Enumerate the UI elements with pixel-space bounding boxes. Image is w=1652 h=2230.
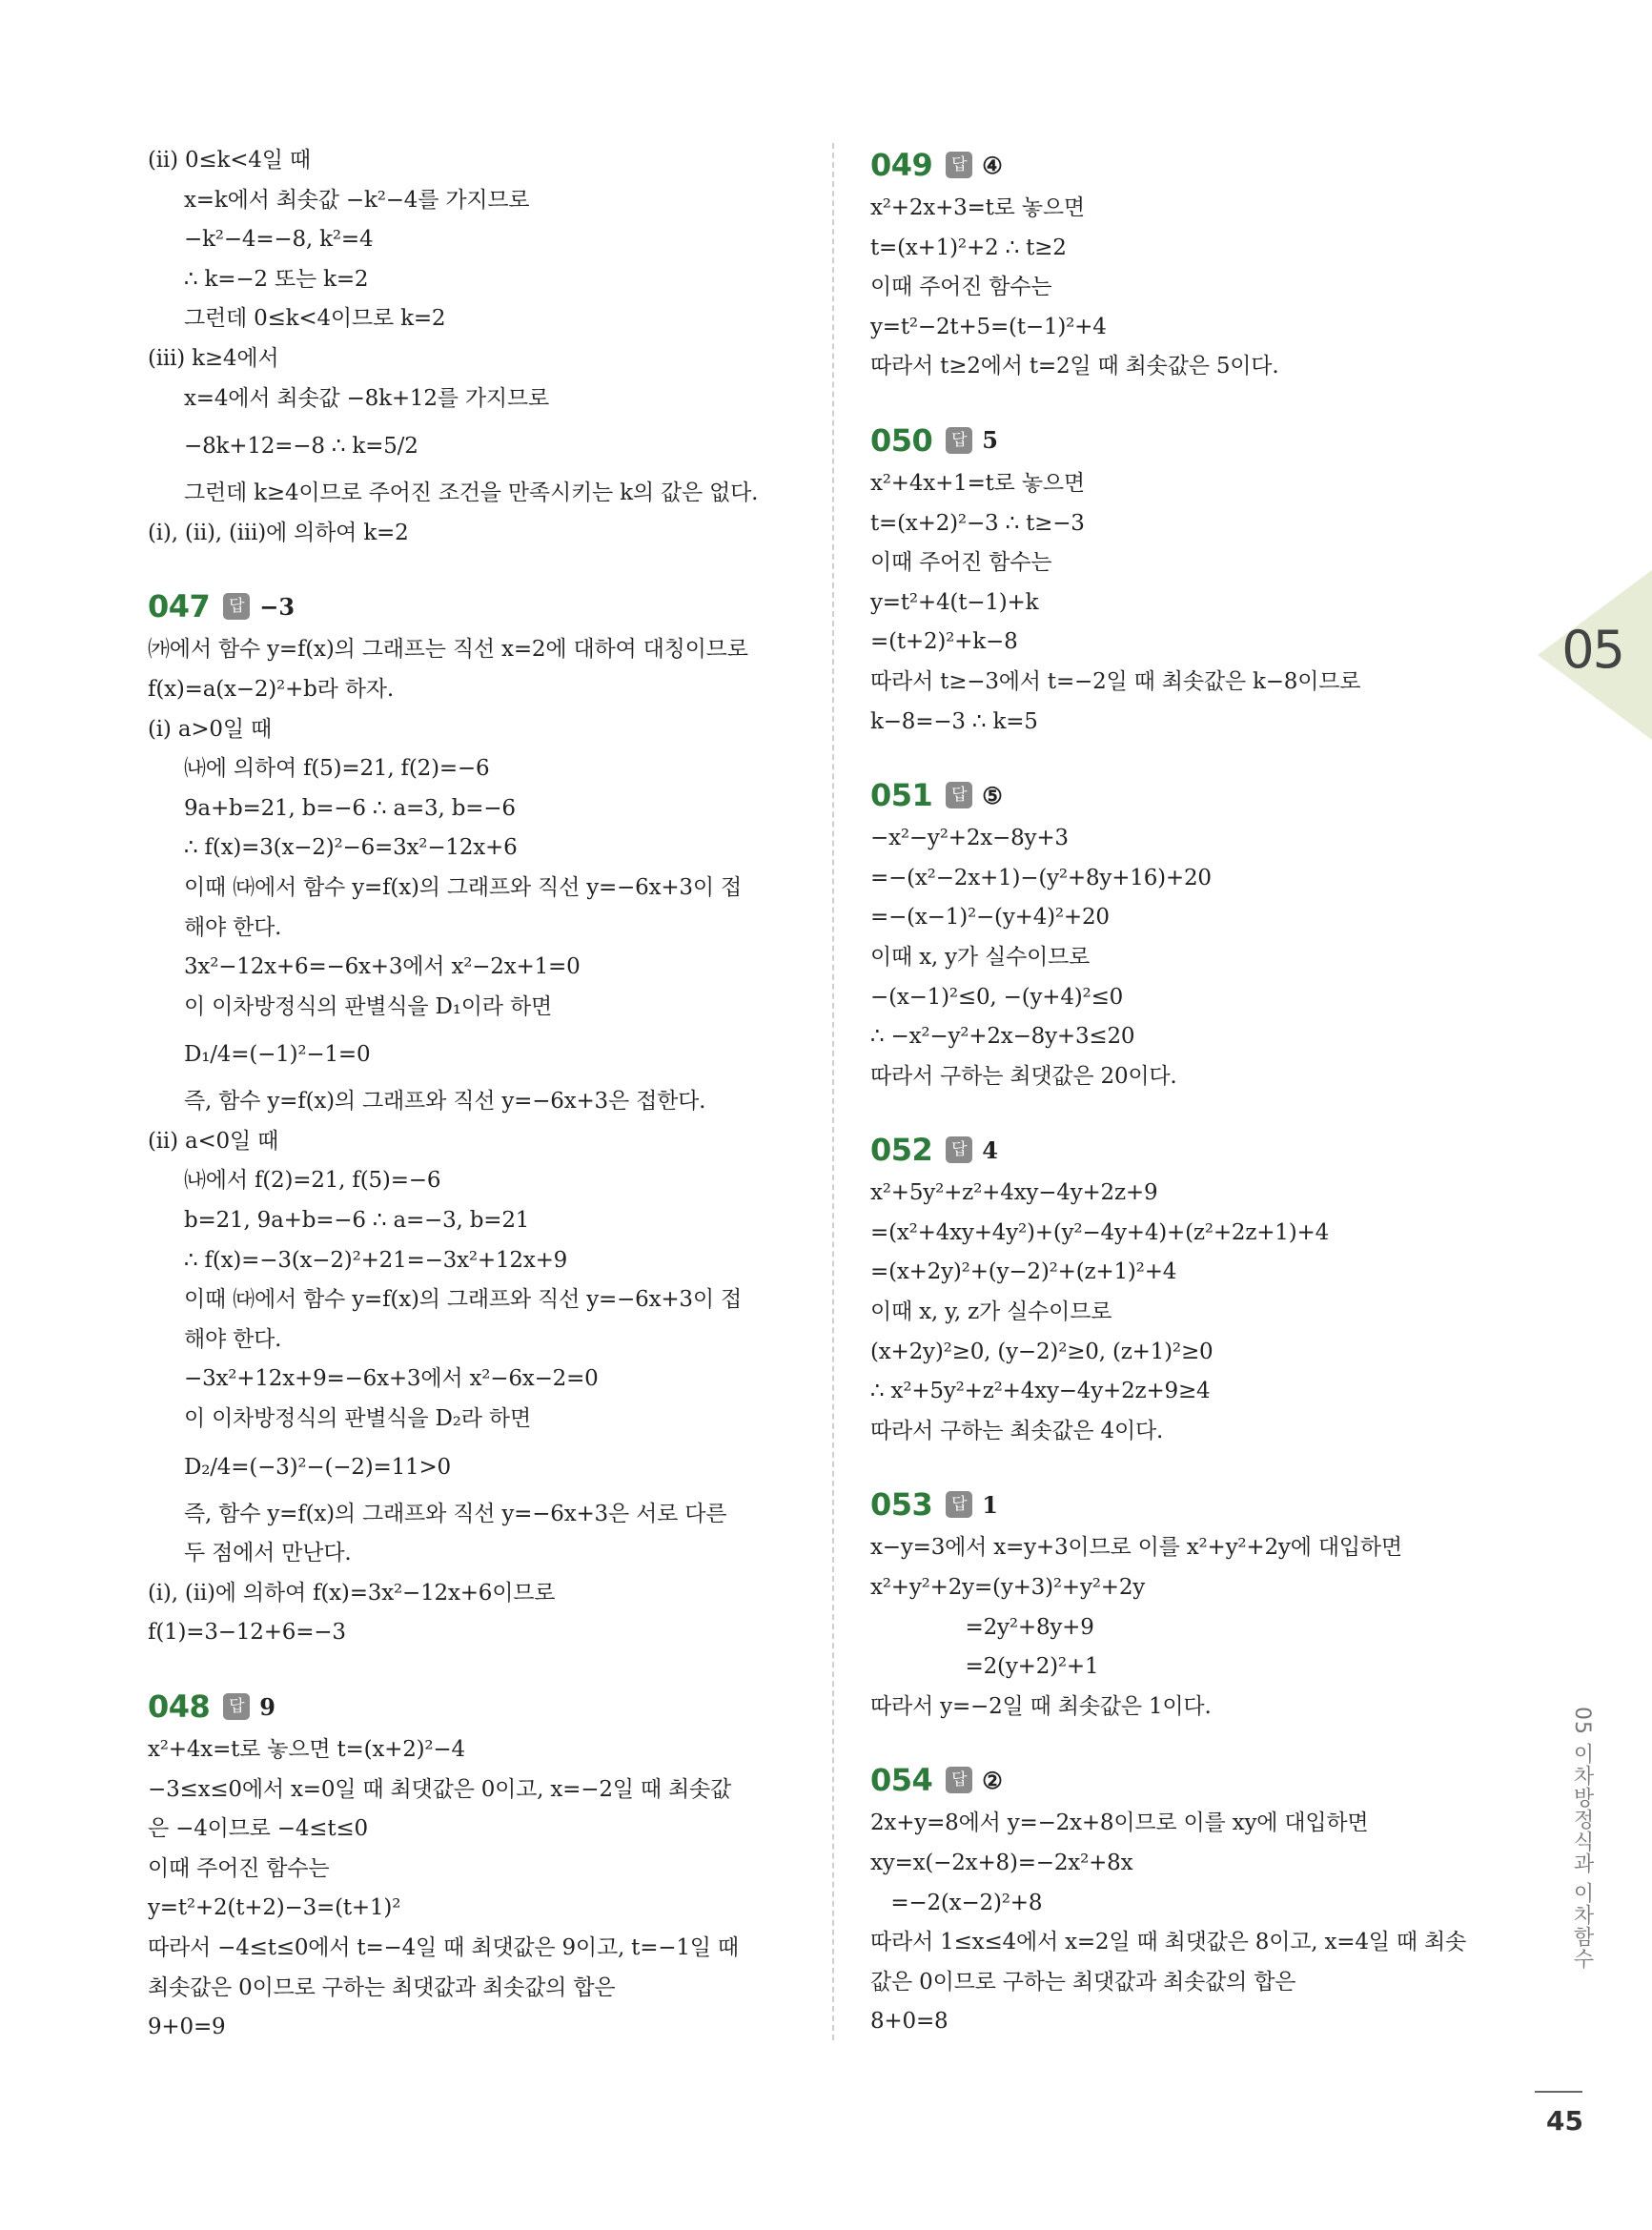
problem-number: 047 (148, 588, 211, 625)
answer-value: 1 (982, 1490, 998, 1519)
text-line: −3≤x≤0에서 x=0일 때 최댓값은 0이고, x=−2일 때 최솟값 (148, 1776, 732, 1802)
text-line: f(1)=3−12+6=−3 (148, 1620, 346, 1646)
text-line: 이때 x, y, z가 실수이므로 (870, 1299, 1112, 1325)
text-line: k−8=−3 ∴ k=5 (870, 708, 1038, 734)
answer-value: ② (982, 1766, 1003, 1794)
text-line: 이때 주어진 함수는 (870, 550, 1052, 576)
problem-header-047 (148, 583, 806, 630)
text-line: t=(x+2)²−3 ∴ t≥−3 (870, 510, 1085, 536)
text-line: 8+0=8 (870, 2009, 948, 2035)
page-number: 45 (1546, 2105, 1583, 2137)
text-line: 이때 ㈐에서 함수 y=f(x)의 그래프와 직선 y=−6x+3이 접 (184, 874, 742, 900)
text-line: (iii) k≥4에서 (148, 345, 279, 371)
problem-number: 048 (148, 1688, 211, 1725)
text-line: 따라서 y=−2일 때 최솟값은 1이다. (870, 1693, 1212, 1719)
text-line: −k²−4=−8, k²=4 (184, 227, 374, 253)
text-line: x=k에서 최솟값 −k²−4를 가지므로 (184, 187, 530, 213)
text-line: (ii) a<0일 때 (148, 1128, 279, 1154)
text-line: −8k+12=−8 ∴ k=5/2 (184, 434, 418, 460)
text-line: (i), (ii)에 의하여 f(x)=3x²−12x+6이므로 (148, 1580, 556, 1606)
text-line: (i) a>0일 때 (148, 716, 272, 742)
answer-value: 9 (259, 1692, 275, 1721)
text-line: 2x+y=8에서 y=−2x+8이므로 이를 xy에 대입하면 (870, 1811, 1369, 1836)
text-line: 따라서 1≤x≤4에서 x=2일 때 최댓값은 8이고, x=4일 때 최솟 (870, 1930, 1467, 1955)
text-line: 이때 주어진 함수는 (148, 1855, 330, 1881)
text-line: b=21, 9a+b=−6 ∴ a=−3, b=21 (184, 1208, 530, 1234)
text-line: (i), (ii), (iii)에 의하여 k=2 (148, 520, 409, 545)
problem-header-053 (870, 1481, 1461, 1528)
text-line: 따라서 t≥2에서 t=2일 때 최솟값은 5이다. (870, 354, 1279, 379)
answer-tag: 답 (946, 1491, 972, 1518)
right-column (870, 141, 1467, 2042)
text-line: f(x)=a(x−2)²+b라 하자. (148, 676, 394, 702)
problem-header-049 (870, 141, 1461, 189)
text-line: =2y²+8y+9 (870, 1614, 1094, 1640)
problem-header-054 (870, 1756, 1461, 1804)
chapter-title: 05 이차방정식과 이차함수 (1570, 1707, 1594, 1970)
chapter-number: 05 (1561, 620, 1623, 680)
text-line: x²+4x=t로 놓으면 t=(x+2)²−4 (148, 1737, 465, 1762)
text-line: −(x−1)²≤0, −(y+4)²≤0 (870, 984, 1124, 1010)
page-rule (1535, 2091, 1582, 2093)
text-line: 9+0=9 (148, 2015, 226, 2040)
answer-value: 4 (982, 1135, 998, 1164)
text-line: x²+5y²+z²+4xy−4y+2z+9 (870, 1180, 1158, 1206)
text-line: =(x²+4xy+4y²)+(y²−4y+4)+(z²+2z+1)+4 (870, 1219, 1330, 1245)
text-line: x²+2x+3=t로 놓으면 (870, 195, 1085, 220)
answer-value: 5 (982, 426, 998, 455)
text-line: 이때 주어진 함수는 (870, 275, 1052, 300)
text-line: 값은 0이므로 구하는 최댓값과 최솟값의 합은 (870, 1969, 1296, 1995)
problem-number: 053 (870, 1486, 933, 1524)
answer-tag: 답 (946, 1136, 972, 1163)
text-line: ㈎에서 함수 y=f(x)의 그래프는 직선 x=2에 대하여 대칭이므로 (148, 637, 748, 663)
text-line: =−(x−1)²−(y+4)²+20 (870, 905, 1110, 931)
text-line: (x+2y)²≥0, (y−2)²≥0, (z+1)²≥0 (870, 1339, 1214, 1364)
answer-value: −3 (259, 592, 296, 621)
text-line: y=t²−2t+5=(t−1)²+4 (870, 314, 1107, 339)
text-line: y=t²+2(t+2)−3=(t+1)² (148, 1895, 401, 1921)
text-line: ∴ k=−2 또는 k=2 (184, 266, 369, 292)
text-line: 즉, 함수 y=f(x)의 그래프와 직선 y=−6x+3은 접한다. (184, 1089, 706, 1115)
answer-value: ⑤ (982, 781, 1003, 809)
text-line: D₂/4=(−3)²−(−2)=11>0 (184, 1454, 451, 1480)
text-line: 두 점에서 만난다. (184, 1541, 352, 1566)
text-line: =(x+2y)²+(y−2)²+(z+1)²+4 (870, 1259, 1177, 1285)
text-line: 즉, 함수 y=f(x)의 그래프와 직선 y=−6x+3은 서로 다른 (184, 1501, 727, 1526)
text-line: ∴ −x²−y²+2x−8y+3≤20 (870, 1024, 1135, 1050)
answer-tag: 답 (946, 152, 972, 178)
text-line: =2(y+2)²+1 (870, 1654, 1099, 1680)
problem-header-050 (870, 417, 1461, 464)
text-line: y=t²+4(t−1)+k (870, 589, 1039, 615)
problem-number: 054 (870, 1762, 933, 1799)
text-line: x²+y²+2y=(y+3)²+y²+2y (870, 1575, 1146, 1601)
text-line: 따라서 구하는 최댓값은 20이다. (870, 1063, 1177, 1089)
text-line: 따라서 −4≤t≤0에서 t=−4일 때 최댓값은 9이고, t=−1일 때 (148, 1934, 739, 1960)
answer-tag: 답 (946, 782, 972, 808)
text-line: D₁/4=(−1)²−1=0 (184, 1042, 371, 1068)
left-column (148, 141, 806, 2048)
text-line: 3x²−12x+6=−6x+3에서 x²−2x+1=0 (184, 954, 581, 980)
text-line: ∴ f(x)=3(x−2)²−6=3x²−12x+6 (184, 835, 518, 861)
answer-tag: 답 (946, 1767, 972, 1793)
text-line: 이때 ㈐에서 함수 y=f(x)의 그래프와 직선 y=−6x+3이 접 (184, 1287, 742, 1313)
text-line: =(t+2)²+k−8 (870, 629, 1018, 655)
answer-tag: 답 (946, 427, 972, 454)
text-line: 해야 한다. (184, 914, 282, 940)
text-line: x−y=3에서 x=y+3이므로 이를 x²+y²+2y에 대입하면 (870, 1535, 1402, 1561)
text-line: 해야 한다. (184, 1326, 282, 1352)
text-line: 따라서 구하는 최솟값은 4이다. (870, 1418, 1164, 1443)
problem-number: 049 (870, 147, 933, 183)
text-line: t=(x+1)²+2 ∴ t≥2 (870, 235, 1067, 260)
text-line: 그런데 k≥4이므로 주어진 조건을 만족시키는 k의 값은 없다. (184, 481, 759, 506)
text-line: ∴ x²+5y²+z²+4xy−4y+2z+9≥4 (870, 1379, 1211, 1404)
text-line: x²+4x+1=t로 놓으면 (870, 470, 1085, 496)
text-line: ∴ f(x)=−3(x−2)²+21=−3x²+12x+9 (184, 1247, 568, 1273)
text-line: 이때 x, y가 실수이므로 (870, 944, 1091, 970)
text-line: 따라서 t≥−3에서 t=−2일 때 최솟값은 k−8이므로 (870, 668, 1361, 694)
text-line: 이 이차방정식의 판별식을 D₂라 하면 (184, 1406, 531, 1432)
problem-number: 052 (870, 1132, 933, 1169)
text-line: x=4에서 최솟값 −8k+12를 가지므로 (184, 385, 549, 411)
text-line: 은 −4이므로 −4≤t≤0 (148, 1816, 368, 1842)
text-line: 이 이차방정식의 판별식을 D₁이라 하면 (184, 993, 552, 1019)
text-line: ㈏에 의하여 f(5)=21, f(2)=−6 (184, 756, 490, 782)
column-divider (832, 143, 834, 2040)
problem-header-048 (148, 1683, 806, 1730)
problem-number: 051 (870, 777, 933, 814)
answer-value: ④ (982, 151, 1003, 179)
problem-header-052 (870, 1126, 1461, 1174)
text-line: 9a+b=21, b=−6 ∴ a=3, b=−6 (184, 795, 516, 821)
text-line: =−(x²−2x+1)−(y²+8y+16)+20 (870, 865, 1212, 890)
answer-tag: 답 (223, 593, 250, 620)
text-line: 그런데 0≤k<4이므로 k=2 (184, 306, 446, 332)
text-line: (ii) 0≤k<4일 때 (148, 148, 311, 173)
problem-header-051 (870, 771, 1461, 819)
text-line: −3x²+12x+9=−6x+3에서 x²−6x−2=0 (184, 1366, 599, 1392)
answer-tag: 답 (223, 1693, 250, 1720)
text-line: ㈏에서 f(2)=21, f(5)=−6 (184, 1168, 441, 1194)
text-line: =−2(x−2)²+8 (870, 1890, 1043, 1915)
problem-number: 050 (870, 421, 933, 459)
text-line: −x²−y²+2x−8y+3 (870, 826, 1069, 851)
text-line: xy=x(−2x+8)=−2x²+8x (870, 1851, 1133, 1875)
text-line: 최솟값은 0이므로 구하는 최댓값과 최솟값의 합은 (148, 1974, 616, 2000)
